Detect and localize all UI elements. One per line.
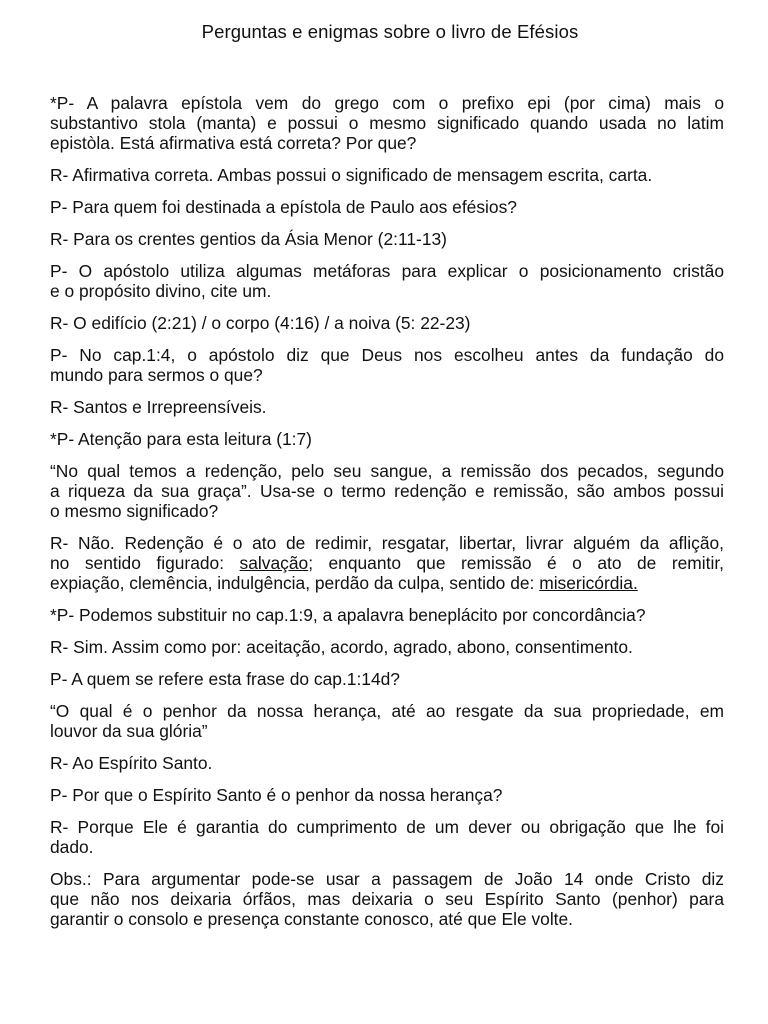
answer-3	[50, 313, 724, 333]
answer-4	[50, 397, 724, 417]
text-line: P- A quem se refere esta frase do cap.1:14d?	[50, 669, 400, 689]
text-line: P- Para quem foi destinada a epístola de Paulo aos efésios?	[50, 197, 517, 217]
text-line: *P- Atenção para esta leitura (1:7)	[50, 429, 312, 449]
text-line: P- O apóstolo utiliza algumas metáforas para explicar o posicionamento cristão	[50, 261, 724, 281]
text-line: o mesmo significado?	[50, 501, 219, 521]
underlined-word-salvacao: salvação	[239, 553, 309, 573]
question-8	[50, 785, 724, 805]
text-line: garantir o consolo e presença constante conosco, até que Ele volte.	[50, 909, 574, 929]
text-line: *P- A palavra epístola vem do grego com o prefixo epi (por cima) mais o	[50, 93, 724, 113]
text-line: P- Por que o Espírito Santo é o penhor da nossa herança?	[50, 785, 503, 805]
text-line: R- O edifício (2:21) / o corpo (4:16) / a noiva (5: 22-23)	[50, 313, 471, 333]
text-line: *P- Podemos substituir no cap.1:9, a apalavra beneplácito por concordância?	[50, 605, 646, 625]
answer-7	[50, 753, 724, 773]
text-line: e o propósito divino, cite um.	[50, 281, 272, 301]
answer-8	[50, 817, 724, 857]
text-line: “O qual é o penhor da nossa herança, até ao resgate da sua propriedade, em	[50, 701, 724, 721]
text-line: mundo para sermos o que?	[50, 365, 263, 385]
question-5	[50, 429, 724, 449]
question-6	[50, 605, 724, 625]
observation	[50, 869, 724, 929]
text-line: R- Afirmativa correta. Ambas possui o significado de mensagem escrita, carta.	[50, 165, 653, 185]
text-line: R- Não. Redenção é o ato de redimir, resgatar, libertar, livrar alguém da aflição,	[50, 533, 724, 553]
text-line: Obs.: Para argumentar pode-se usar a passagem de João 14 onde Cristo diz	[50, 869, 724, 889]
underlined-word-misericordia: misericórdia.	[539, 573, 638, 593]
answer-6	[50, 637, 724, 657]
text-line: substantivo stola (manta) e possui o mesmo significado quando usada no latim	[50, 113, 724, 133]
text-line: “No qual temos a redenção, pelo seu sangue, a remissão dos pecados, segundo	[50, 461, 724, 481]
text-line: R- Santos e Irrepreensíveis.	[50, 397, 267, 417]
text-line: P- No cap.1:4, o apóstolo diz que Deus nos escolheu antes da fundação do	[50, 345, 724, 365]
answer-5	[50, 533, 724, 593]
question-1	[50, 93, 724, 153]
quotation-2	[50, 701, 724, 741]
text-segment: no sentido figurado:	[50, 553, 240, 573]
text-line: R- Para os crentes gentios da Ásia Menor (2:11-13)	[50, 229, 447, 249]
text-line	[50, 573, 724, 593]
text-segment: ; enquanto que remissão é o ato de remitir,	[308, 553, 724, 573]
question-3	[50, 261, 724, 301]
answer-2	[50, 229, 724, 249]
text-line: R- Porque Ele é garantia do cumprimento de um dever ou obrigação que lhe foi	[50, 817, 724, 837]
text-line: que não nos deixaria órfãos, mas deixaria o seu Espírito Santo (penhor) para	[50, 889, 724, 909]
text-line: dado.	[50, 837, 94, 857]
text-line: R- Sim. Assim como por: aceitação, acordo, agrado, abono, consentimento.	[50, 637, 633, 657]
text-segment: expiação, clemência, indulgência, perdão da culpa, sentido de:	[50, 573, 540, 593]
text-line: R- Ao Espírito Santo.	[50, 753, 213, 773]
text-line: epistòla. Está afirmativa está correta? Por que?	[50, 133, 417, 153]
answer-1	[50, 165, 724, 185]
quotation-1	[50, 461, 724, 521]
text-line: louvor da sua glória”	[50, 721, 208, 741]
question-2	[50, 197, 724, 217]
question-7	[50, 669, 724, 689]
text-line: a riqueza da sua graça”. Usa-se o termo redenção e remissão, são ambos possui	[50, 481, 724, 501]
text-line	[50, 553, 724, 573]
question-4	[50, 345, 724, 385]
page-title: Perguntas e enigmas sobre o livro de Efésios	[201, 21, 579, 42]
